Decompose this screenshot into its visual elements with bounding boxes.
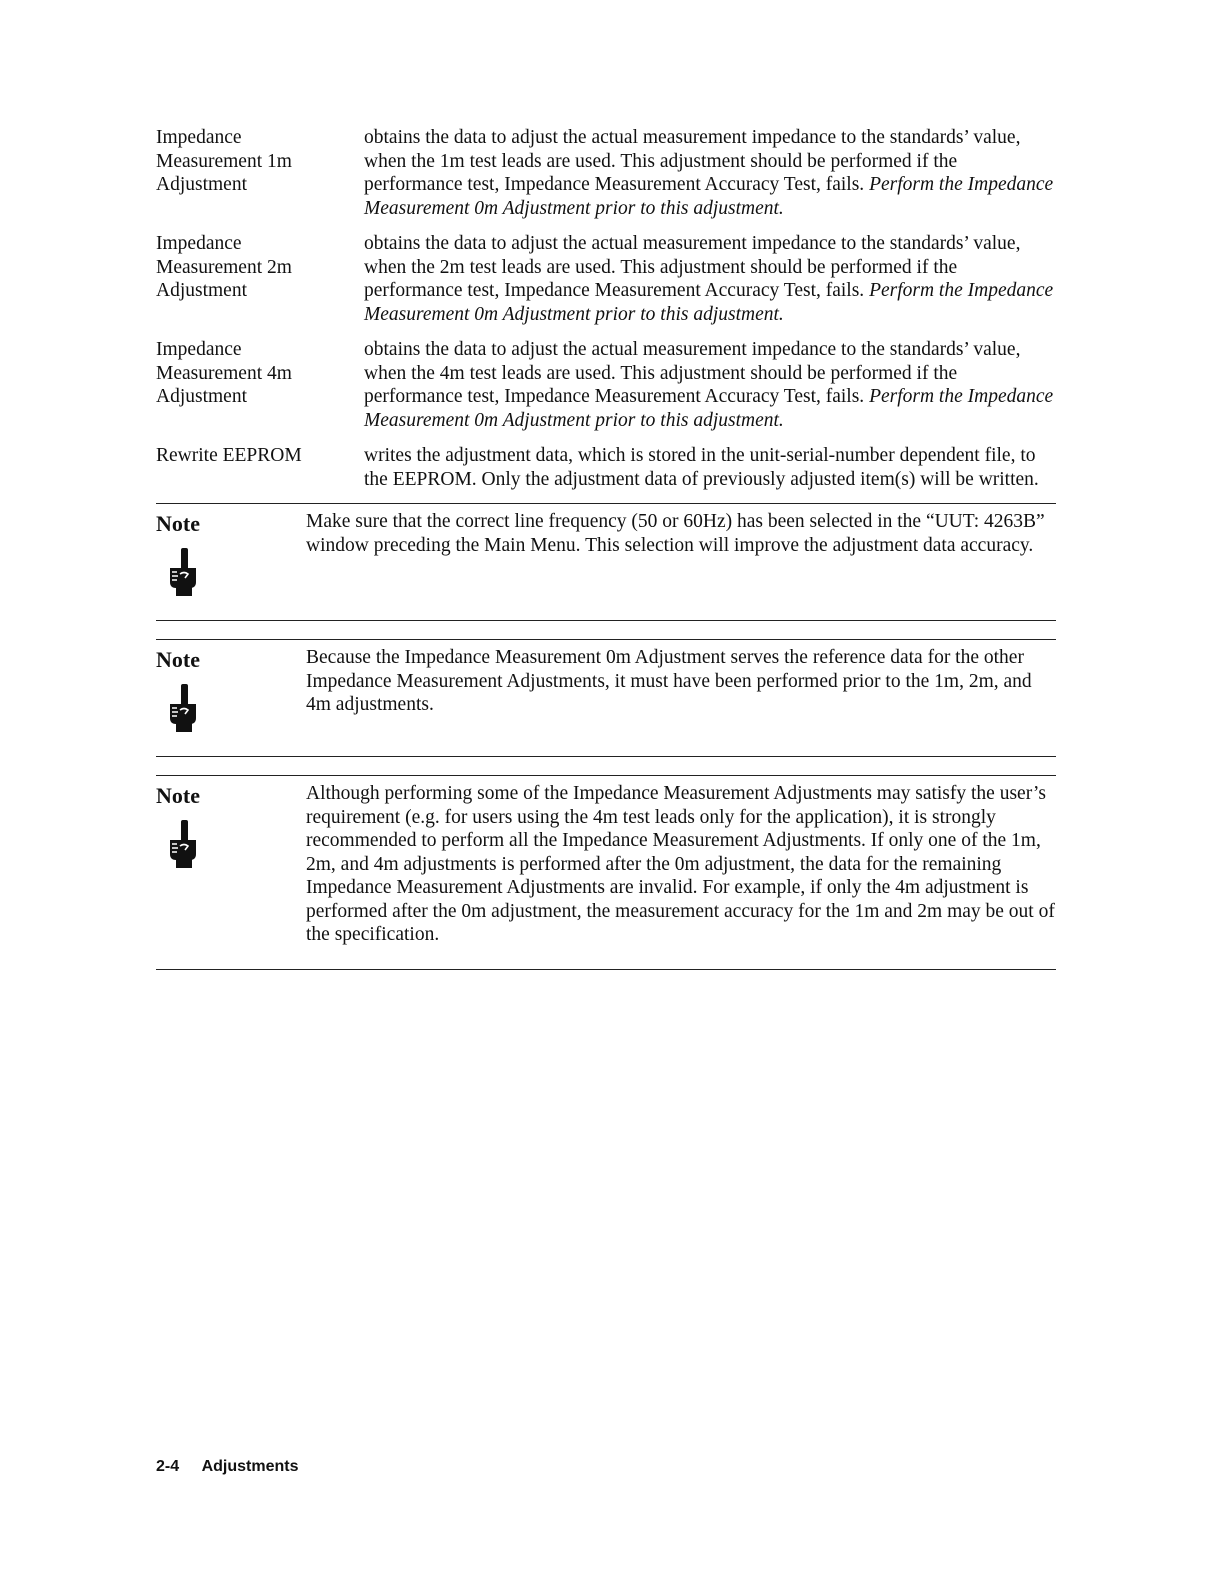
term-line: Adjustment (156, 386, 247, 407)
description-italic-text: Perform the Impedance Measurement 0m Adjustment prior to this adjustment. (364, 386, 1054, 431)
description-italic-text: Perform the Impedance Measurement 0m Adjustment prior to this adjustment. (364, 174, 1054, 219)
definition-item (156, 126, 1056, 220)
definition-term (156, 444, 364, 491)
note-title: Note (156, 783, 200, 808)
note-box (156, 503, 1056, 621)
note-box (156, 775, 1056, 970)
term-line: Impedance (156, 127, 242, 148)
note-box (156, 639, 1056, 757)
definition-description (364, 338, 1056, 432)
note-text: Because the Impedance Measurement 0m Adjustment serves the reference data for the other Impedance Measurement Adjustments, it must have been performed prior to the 1m, 2m, and 4m adjustments. (306, 647, 1032, 715)
term-line: Impedance (156, 233, 242, 254)
term-line: Adjustment (156, 174, 247, 195)
term-line: Adjustment (156, 280, 247, 301)
note-label-column (156, 782, 306, 947)
description-text: obtains the data to adjust the actual measurement impedance to the standards’ value, when the 1m test leads are used. This adjustment should be performed if the performance test, Impedance Measurement Accuracy Test, fails. (364, 127, 1021, 195)
term-line: Measurement 2m (156, 256, 292, 278)
definition-term (156, 126, 364, 220)
pointing-hand-icon (166, 546, 200, 598)
definition-list (156, 126, 1056, 491)
pointing-hand-icon (166, 682, 200, 734)
term-line: Rewrite EEPROM (156, 445, 302, 466)
description-text: obtains the data to adjust the actual measurement impedance to the standards’ value, when the 4m test leads are used. This adjustment should be performed if the performance test, Impedance Measurement Accuracy Test, fails. (364, 339, 1021, 407)
note-text: Although performing some of the Impedance Measurement Adjustments may satisfy the user’s requirement (e.g. for users using the 4m test leads only for the application), it is strongly recommended to perform all the Impedance Measurement Adjustments. If only one of the 1m, 2m, and 4m adjustments is performed after the 0m adjustment, the data for the remaining Impedance Measurement Adjustments are invalid. For example, if only the 4m adjustment is performed after the 0m adjustment, the measurement accuracy for the 1m and 2m may be out of the specification. (306, 783, 1055, 945)
note-label-column (156, 510, 306, 598)
term-line: Measurement 4m (156, 362, 292, 384)
note-label-column (156, 646, 306, 734)
definition-term (156, 232, 364, 326)
note-text: Make sure that the correct line frequency (50 or 60Hz) has been selected in the “UUT: 4263B” window preceding the Main Menu. This selection will improve the adjustment data accuracy. (306, 511, 1045, 556)
definition-term (156, 338, 364, 432)
page-content (156, 126, 1056, 970)
page-footer (156, 1458, 298, 1476)
definition-description (364, 444, 1056, 491)
description-text: writes the adjustment data, which is stored in the unit-serial-number dependent file, to the EEPROM. Only the adjustment data of previously adjusted item(s) will be written. (364, 445, 1039, 490)
note-title: Note (156, 647, 200, 672)
section-title: Adjustments (201, 1458, 299, 1475)
definition-item (156, 232, 1056, 326)
pointing-hand-icon (166, 818, 200, 870)
note-title: Note (156, 511, 200, 536)
term-line: Measurement 1m (156, 150, 292, 172)
page-number: 2-4 (156, 1458, 180, 1475)
definition-item (156, 338, 1056, 432)
description-italic-text: Perform the Impedance Measurement 0m Adjustment prior to this adjustment. (364, 280, 1054, 325)
definition-description (364, 232, 1056, 326)
definition-description (364, 126, 1056, 220)
definition-item (156, 444, 1056, 491)
description-text: obtains the data to adjust the actual measurement impedance to the standards’ value, when the 2m test leads are used. This adjustment should be performed if the performance test, Impedance Measurement Accuracy Test, fails. (364, 233, 1021, 301)
term-line: Impedance (156, 339, 242, 360)
